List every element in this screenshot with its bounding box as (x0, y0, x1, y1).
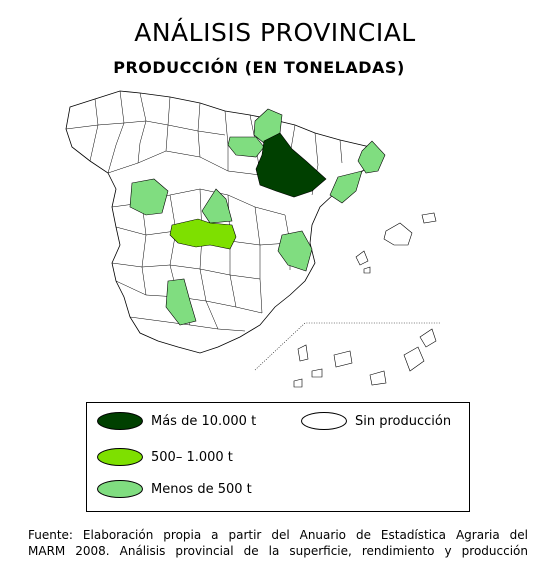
ibiza (356, 251, 368, 265)
el-hierro (294, 379, 302, 387)
legend (86, 402, 470, 512)
legend-item-high (97, 412, 256, 430)
legend-swatch-low (97, 480, 143, 498)
la-gomera (312, 369, 322, 377)
balearic-islands (356, 213, 436, 273)
legend-item-low (97, 480, 252, 498)
legend-label-low: Menos de 500 t (151, 481, 252, 497)
lanzarote (420, 329, 436, 347)
source-line-1: Fuente: Elaboración propia a partir del Anuario de Estadística Agraria del (28, 528, 528, 542)
source-line-2: MARM 2008. Análisis provincial de la superficie, rendimiento y producción (28, 544, 528, 558)
canary-islands (294, 329, 436, 387)
map-subtitle: PRODUCCIÓN (EN TONELADAS) (113, 58, 405, 77)
la-palma (298, 345, 308, 361)
legend-item-mid (97, 448, 233, 466)
tenerife (334, 351, 352, 367)
menorca (422, 213, 436, 223)
legend-label-high: Más de 10.000 t (151, 413, 257, 429)
mallorca (384, 223, 412, 245)
legend-swatch-none (301, 412, 347, 430)
fuerteventura (404, 347, 424, 371)
source-note (28, 527, 528, 559)
legend-label-mid: 500– 1.000 t (151, 449, 233, 465)
legend-swatch-high (97, 412, 143, 430)
gran-canaria (370, 371, 386, 385)
legend-swatch-mid (97, 448, 143, 466)
spain-province-map (50, 85, 450, 395)
formentera (364, 267, 370, 273)
legend-label-none: Sin producción (355, 413, 452, 429)
legend-item-none (301, 412, 451, 430)
map-title: ANÁLISIS PROVINCIAL (134, 18, 416, 47)
